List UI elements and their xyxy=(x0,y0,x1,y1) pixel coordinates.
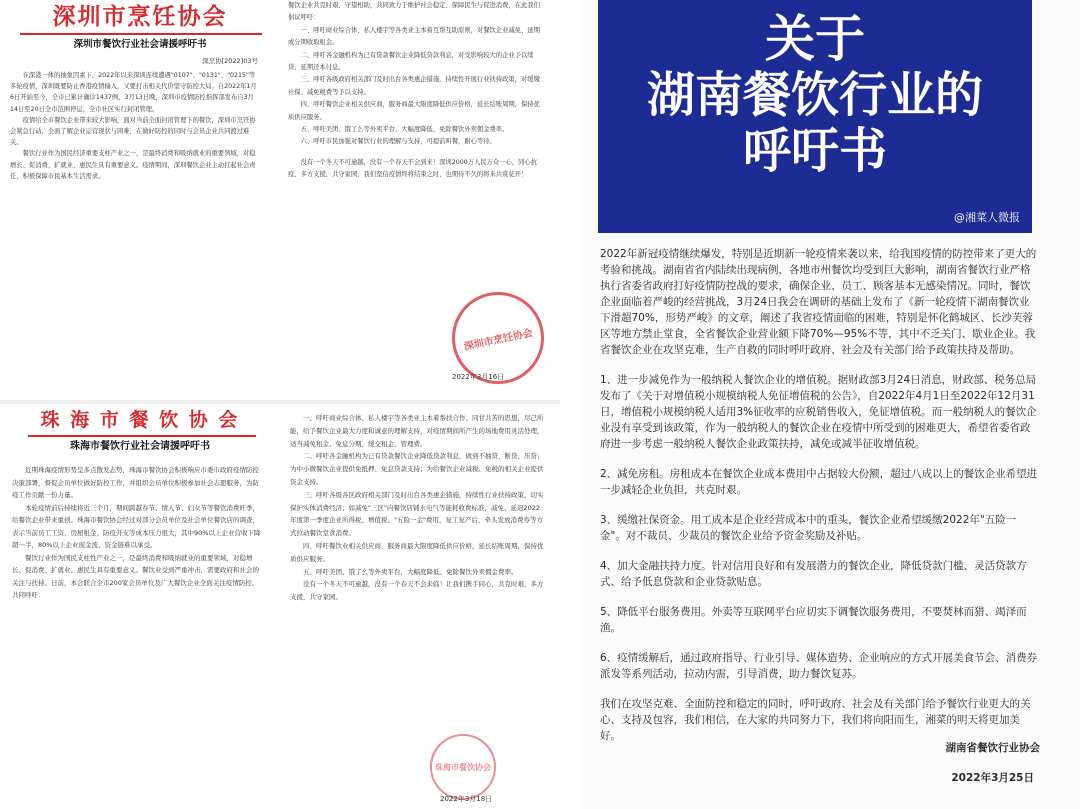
shenzhen-item: 五、呼吁美团、饿了么等外卖平台，大幅度降低、免除餐饮外卖佣金费率。 xyxy=(300,126,509,134)
shenzhen-date: 2022年3月16日 xyxy=(452,373,505,381)
hunan-banner-line: 呼吁书 xyxy=(742,123,887,179)
zhuhai-item: 五、呼吁美团、饿了么等外卖平台，大幅度降低、免除餐饮外卖佣金费率。 xyxy=(303,567,518,576)
hunan-body xyxy=(600,246,1040,742)
zhuhai-subtitle: 珠海市餐饮行业社会请援呼吁书 xyxy=(70,441,210,452)
zhuhai-item: 四、呼吁餐饮业相关供应商、服务商最大限度降低供应价格，延长结账周期，保持优质供应服务。 xyxy=(290,541,544,563)
zhuhai-red-rule xyxy=(28,435,256,437)
hunan-paragraph: 3、缓缴社保资金。用工成本是企业经营成本中的重头，餐饮企业希望缓缴2022年"五险一金"。对不裁员、少裁员的餐饮企业给予资金奖励及补贴。 xyxy=(600,514,1017,542)
shenzhen-closing: 没有一个冬天不可逾越，没有一个春天不会到来！深圳2000万人民万众一心，同心抗疫，多方支援，共守家园，我们坚信疫情终将结束之时，也期待不久的将来共赏花开！ xyxy=(288,158,538,179)
shenzhen-paragraph: 疫情给全市餐饮企业带来较大影响，面对当前全面封闭管理下的餐饮，深圳市烹饪协会紧急行动，全面了解企业运营现状与困难，在做好防控的同时与会员企业共同渡过难关。 xyxy=(10,116,256,147)
zhuhai-org-title: 珠 海 市 餐 饮 协 会 xyxy=(40,409,240,431)
shenzhen-letter xyxy=(0,0,556,400)
hunan-banner-line: 湖南餐饮行业的 xyxy=(646,67,983,123)
hunan-paragraph: 6、疫情缓解后，通过政府指导、行业引导、媒体造势、企业响应的方式开展美食节会、消费券派发等系列活动，拉动内需，引导消费，助力餐饮复苏。 xyxy=(600,652,1038,680)
shenzhen-item: 六、呼吁市民加强对餐饮行业的理解与支持，可提前叫餐，耐心等待。 xyxy=(300,138,496,146)
shenzhen-right-column xyxy=(288,0,546,300)
zhuhai-paragraph: 餐饮行业作为国民支柱性产业之一，是最终消费和吸纳就业的重要领域，对稳增长、促消费、扩就业、惠民生具有重要意义。餐饮业受到严重冲击，需要政府和社会的关注与扶持。日前，本会联合全市200家会员单位及广大餐饮企业全面关注疫情防控，共同呼吁： xyxy=(12,553,259,599)
zhuhai-seal-text: 珠海市餐饮协会 xyxy=(435,761,491,772)
hunan-title-banner xyxy=(598,0,1032,233)
shenzhen-doc-number: 深烹协[2022]03号 xyxy=(202,57,258,65)
shenzhen-item: 三、呼吁各级政府相关部门及时出台各类惠企措施，持续性开展行业扶持政策，对缓缴社保、减免税费等予以支持。 xyxy=(288,76,540,96)
shenzhen-item: 四、呼吁餐饮企业相关供应商，服务商最大限度降低供应价格，延长结账周期，保持优质供应服务。 xyxy=(288,101,540,121)
hunan-paragraph: 1、进一步减免作为一般纳税人餐饮企业的增值税。据财政部3月24日消息，财政部、税务总局发布了《关于对增值税小规模纳税人免征增值税的公告》，自2022年4月1日至2022年12月31日，增值税小规模纳税人适用3%征收率的应税销售收入，免征增值税。而一般纳税人的餐饮企业没有享受到该政策，作为一般纳税人的餐饮企业在疫情中所受到的困难更大，希望省委省政府进一步考虑一般纳税人餐饮企业政策扶持，减免或减半征收增值税。 xyxy=(600,374,1037,450)
shenzhen-intro: 餐饮企业共克时艰、守望相助，共同致力于维护社会稳定、保障民生与促进消费，在此我们倡议呼吁： xyxy=(288,2,540,22)
zhuhai-date: 2022年3月18日 xyxy=(440,795,493,803)
hunan-banner-line: 关于 xyxy=(765,10,865,68)
hunan-paragraph: 4、加大金融扶持力度。针对信用良好和有发展潜力的餐饮企业，降低贷款门槛、灵活贷款方式、给予低息贷款和企业贷款贴息。 xyxy=(600,560,1027,588)
hunan-paragraph: 5、降低平台服务费用。外卖等互联网平台应切实下调餐饮服务费用，不要焚林而猎、竭泽而渔。 xyxy=(600,606,1027,634)
shenzhen-seal-text: 深圳市烹饪协会 xyxy=(463,327,534,353)
zhuhai-letter xyxy=(0,404,556,809)
shenzhen-item: 二、呼吁各金融机构为已有贷款餐饮企业降低贷款利息，对受影响较大的企业予以续贷、延期还本付息。 xyxy=(288,51,534,72)
hunan-paragraph: 我们在攻坚克难、全面防控和稳定的同时，呼吁政府、社会及有关部门给予餐饮行业更大的关心、支持及包容，我们相信，在大家的共同努力下，我们将向阳而生，湘菜的明天将更加美好。 xyxy=(600,698,1031,742)
hunan-watermark: @湘菜人微报 xyxy=(954,211,1020,224)
shenzhen-subtitle: 深圳市餐饮行业社会请援呼吁书 xyxy=(73,39,207,50)
zhuhai-item: 三、呼吁各级各区政府相关部门及时出台各类惠企措施，持续性行业扶持政策，切实保护实体消费经济；如减免"三区"内餐饮店铺水电气等能耗收费标准，减免、延迟2022年度第一季度企业所得税、增值税、"五险一金"费用，复工复产后，牵头发放消费券等方式拉动餐饮堂食消费。 xyxy=(290,490,544,538)
shenzhen-red-rule xyxy=(20,33,262,35)
shenzhen-org-title: 深圳市烹饪协会 xyxy=(52,3,228,30)
shenzhen-left-column xyxy=(10,70,260,398)
zhuhai-closing: 没有一个冬天不可逾越，没有一个春天不会来临！让我们携手同心，共克时艰，多方支援，共守家园。 xyxy=(290,580,544,602)
hunan-signature-org: 湖南省餐饮行业协会 xyxy=(945,742,1040,754)
zhuhai-item: 一、呼吁商业综合体、私人楼宇等各类业主本着帮扶合作、同甘共苦的思想，尽己所能，给予餐饮企业最大力度和诚意的理解支持，对疫情期间所产生的场地费用灵活处理，适当减免租金、免息分期、缓交租金、管理费。 xyxy=(290,414,544,448)
zhuhai-left-column xyxy=(12,464,264,804)
zhuhai-seal xyxy=(430,734,496,800)
hunan-paragraph: 2022年新冠疫情继续爆发，特别是近期新一轮疫情来袭以来，给我国疫情的防控带来了更大的考验和挑战。湖南省省内陆续出现病例，各地市州餐饮均受到巨大影响，湖南省餐饮行业严格执行省委省政府打好疫情防控战的要求，确保企业、员工、顾客基本无感染情况。同时，餐饮企业面临着严峻的经营挑战，3月24日我会在调研的基础上发布了《新一轮疫情下湖南餐饮业下滑超70%，形势严峻》的文章，阐述了我省疫情面临的困难，特别是怀化鹤城区、长沙芙蓉区等地方禁止堂食，全省餐饮企业营业额下降70%—95%不等，其中不乏关门、歇业企业。我省餐饮企业在攻坚克难，生产自救的同时呼吁政府、社会及有关部门给予政策扶持及帮助。 xyxy=(600,248,1037,356)
shenzhen-paragraph: 在深港一体的抽象因素下，2022年以来深圳连续遭遇"0107"、"0131"、"0215"等多轮疫情，深圳既要防止香港疫情输入，又要打击相关代价坚守防控大局。自2022年1月6日开始至今，全市已累计确诊1437例，3月13日晚，深圳市疫情防控指挥部发布自3月14日至20日全市范围停运，全市社区实行封闭管理。 xyxy=(10,72,257,113)
shenzhen-item: 一、呼吁商业综合体、私人楼宇等各类业主本着互帮互助原则，对餐饮企业减免、延期或分期收取租金。 xyxy=(288,26,540,47)
left-divider xyxy=(0,400,560,404)
zhuhai-item: 二、呼吁各金融机构为已有贷款餐饮企业降低贷款利息，做到不抽贷、断贷、压贷；为中小微餐饮企业提供免抵押、免息贷款支持；为给餐饮企业减税、免税的相关企业提供资金支持。 xyxy=(290,452,544,486)
zhuhai-paragraph: 近期珠海疫情形势呈多点散发态势，珠海市餐饮协会积极响应市委市政府疫情防控决策部署，督促会员单位做好防控工作，并组织会员单位积极参加社会志愿服务，为防疫工作贡献一份力量。 xyxy=(12,466,259,499)
hunan-paragraph: 2、减免房租。房租成本在餐饮企业成本费用中占据较大份额，超过八成以上的餐饮企业希望进一步减轻企业负担，共克时艰。 xyxy=(600,468,1038,496)
hunan-signature-date: 2022年3月25日 xyxy=(951,772,1034,784)
zhuhai-paragraph: 本轮疫情前后持续将近三个月，期间跨越春节、情人节、妇女节等餐饮消费旺季，给餐饮企业带来重创。珠海市餐饮协会经过对部分会员单位及社会单位餐饮店的调查，表示当前员工工资、房屋租金、防疫开支等成本压力很大，其中90%以上企业营收下降超一半，80%以上企业现金流、资金链难以承受。 xyxy=(12,503,261,549)
zhuhai-right-column xyxy=(290,412,546,752)
shenzhen-paragraph: 餐饮行业作为国民经济重要支柱产业之一，是最终消费和吸纳就业的重要领域，对稳增长、促消费、扩就业、惠民生具有重要意义。疫情期间，深圳餐饮企业主动扛起社会责任，积极保障市民基本生活需求。 xyxy=(10,150,256,180)
